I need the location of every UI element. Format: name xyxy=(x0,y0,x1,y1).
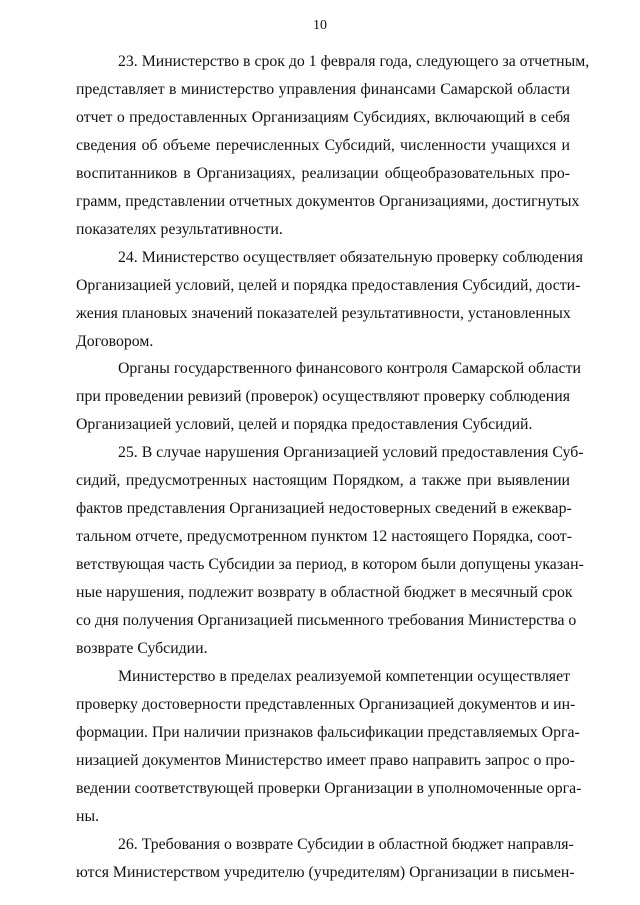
text-line: ны. xyxy=(76,808,100,825)
text-line: Министерство в пределах реализуемой компетенции осуществляет xyxy=(118,668,570,685)
text-line: проверку достоверности представленных Организацией документов и ин- xyxy=(76,696,576,713)
text-line: возврате Субсидии. xyxy=(76,640,208,657)
text-line: со дня получения Организацией письменного требования Министерства о xyxy=(76,612,577,629)
text-line: воспитанников в Организациях, реализации общеобразовательных про- xyxy=(76,165,570,182)
text-line: фактов представления Организацией недостоверных сведений в ежеквар- xyxy=(76,500,572,517)
text-line: показателях результативности. xyxy=(76,221,283,238)
text-line: тальном отчете, предусмотренном пунктом 12 настоящего Порядка, соот- xyxy=(76,528,572,545)
text-line: представляет в министерство управления финансами Самарской области xyxy=(76,81,570,98)
text-line: 23. Министерство в срок до 1 февраля года, следующего за отчетным, xyxy=(118,53,590,70)
text-line: Организацией условий, целей и порядка предоставления Субсидий, дости- xyxy=(76,277,581,294)
text-line: Договором. xyxy=(76,333,154,350)
text-line: при проведении ревизий (проверок) осуществляют проверку соблюдения xyxy=(76,388,570,405)
text-line: 24. Министерство осуществляет обязательную проверку соблюдения xyxy=(118,249,584,266)
page-number: 10 xyxy=(313,18,327,33)
text-line: ветствующая часть Субсидии за период, в котором были допущены указан- xyxy=(76,556,584,573)
text-line: сведения об объеме перечисленных Субсидий, численности учащихся и xyxy=(76,137,570,154)
text-line: 26. Требования о возврате Субсидии в областной бюджет направля- xyxy=(118,836,574,853)
text-line: формации. При наличии признаков фальсификации представляемых Орга- xyxy=(76,724,580,741)
text-line: Организацией условий, целей и порядка предоставления Субсидий. xyxy=(76,416,533,433)
text-line: грамм, представлении отчетных документов Организациями, достигнутых xyxy=(76,193,580,210)
text-line: ются Министерством учредителю (учредителям) Организации в письмен- xyxy=(76,864,575,881)
text-line: сидий, предусмотренных настоящим Порядком, а также при выявлении xyxy=(76,472,570,489)
text-line: 25. В случае нарушения Организацией условий предоставления Суб- xyxy=(118,444,584,461)
text-line: ные нарушения, подлежит возврату в областной бюджет в месячный срок xyxy=(76,584,573,601)
text-line: низацией документов Министерство имеет право направить запрос о про- xyxy=(76,752,575,769)
text-line: отчет о предоставленных Организациям Субсидиях, включающий в себя xyxy=(76,109,570,126)
text-line: жения плановых значений показателей результативности, установленных xyxy=(76,305,571,322)
text-line: ведении соответствующей проверки Организации в уполномоченные орга- xyxy=(76,780,582,797)
text-line: Органы государственного финансового контроля Самарской области xyxy=(118,360,581,377)
